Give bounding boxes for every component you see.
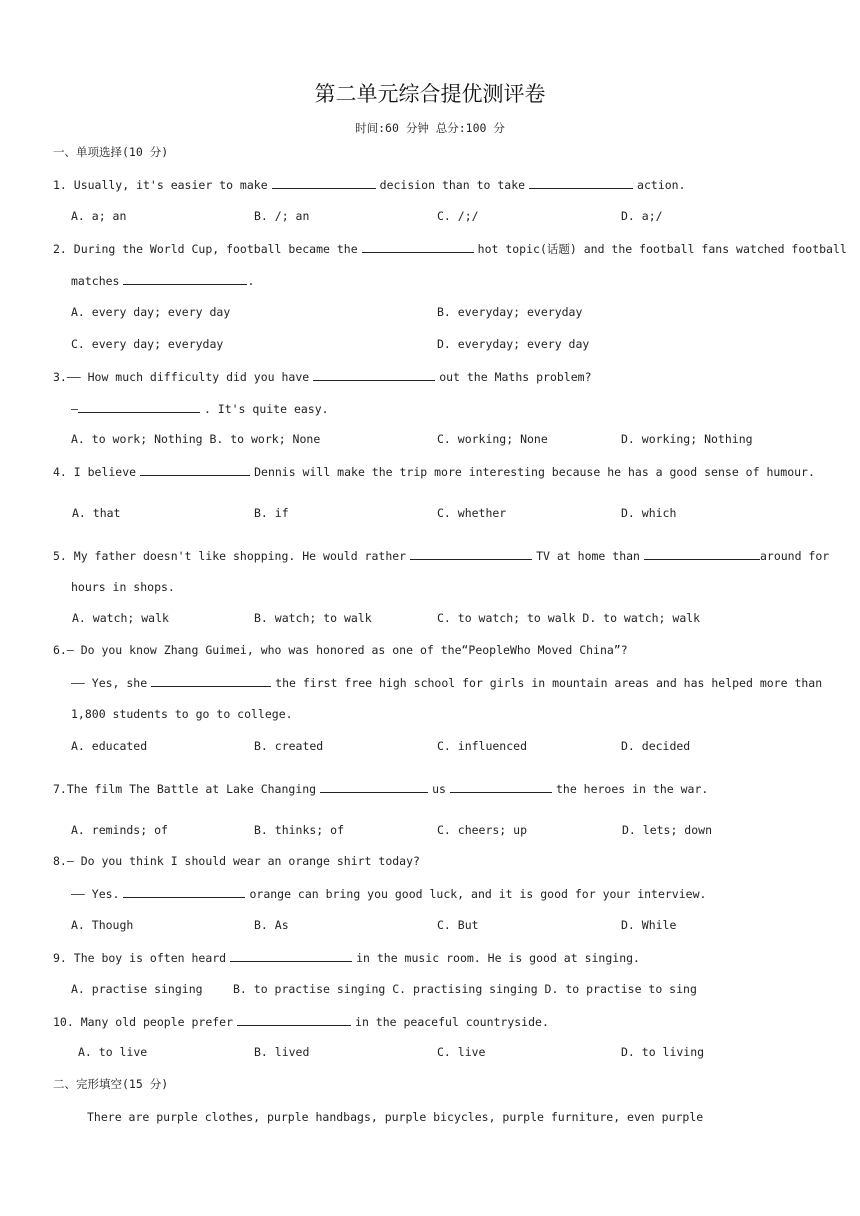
question-text: hot topic(话题) and the football fans watched football: [477, 242, 847, 256]
question-3: [53, 368, 592, 385]
question-text: . It's quite easy.: [203, 402, 329, 416]
section-heading: 二、完形填空(15 分): [53, 1077, 169, 1091]
option-b: B. lived: [254, 1045, 310, 1059]
question-text: 3.—— How much difficulty did you have: [53, 370, 310, 384]
question-text: Dennis will make the trip more interesting because he has a good sense of humour.: [254, 465, 815, 479]
question-text: 10. Many old people prefer: [53, 1015, 234, 1029]
answer-blank: [529, 176, 633, 189]
question-text: 7.The film The Battle at Lake Changing: [53, 782, 317, 796]
question-10: [53, 1013, 549, 1030]
question-3-answer: [71, 400, 329, 417]
question-5: [53, 547, 829, 564]
question-text: us: [432, 782, 446, 796]
question-6: 6.— Do you know Zhang Guimei, who was honored as one of the“PeopleWho Moved China”?: [53, 643, 628, 657]
question-text: around for: [759, 549, 830, 563]
question-8-answer: [71, 885, 706, 902]
question-text: decision than to take: [379, 178, 526, 192]
option-b: B. thinks; of: [254, 823, 345, 837]
option-a: A. educated: [71, 739, 148, 753]
answer-blank: [410, 547, 532, 560]
question-text: —— Yes.: [71, 887, 120, 901]
page-title: 第二单元综合提优测评卷: [314, 82, 546, 106]
answer-blank: [450, 780, 552, 793]
answer-blank: [140, 463, 250, 476]
answer-blank: [320, 780, 428, 793]
question-2: [53, 240, 847, 257]
answer-blank: [313, 368, 435, 381]
question-text: —: [71, 402, 78, 416]
option-a: A. a; an: [71, 209, 127, 223]
question-text: in the music room. He is good at singing.: [356, 951, 640, 965]
option-c: C. working; None: [437, 432, 548, 446]
question-text: .: [247, 274, 255, 288]
option-b: B. everyday; everyday: [437, 305, 583, 319]
option-d: D. decided: [621, 739, 691, 753]
question-text: the first free high school for girls in mountain areas and has helped more than: [275, 676, 823, 690]
question-5-cont: hours in shops.: [71, 580, 175, 594]
question-text: —— Yes, she: [71, 676, 148, 690]
option-b: B. created: [254, 739, 324, 753]
answer-blank: [644, 547, 760, 560]
question-text: in the peaceful countryside.: [355, 1015, 549, 1029]
option-c: C. cheers; up: [437, 823, 528, 837]
option-c: C. But: [437, 918, 479, 932]
option-d: D. a;/: [621, 209, 663, 223]
answer-blank: [272, 176, 376, 189]
question-2-cont: [71, 272, 254, 289]
option-c: C. live: [437, 1045, 486, 1059]
answer-blank: [151, 674, 271, 687]
option-a: A. practise singing: [71, 982, 203, 996]
question-7: [53, 780, 708, 797]
option-d: D. to living: [621, 1045, 705, 1059]
section-heading: 一、单项选择(10 分): [53, 145, 169, 159]
option-b: B. /; an: [254, 209, 310, 223]
option-c: C. whether: [437, 506, 507, 520]
question-1: [53, 176, 686, 193]
question-4: [53, 463, 815, 480]
option-d: D. lets; down: [622, 823, 713, 837]
question-text: TV at home than: [536, 549, 640, 563]
answer-blank: [237, 1013, 351, 1026]
question-text: orange can bring you good luck, and it is good for your interview.: [249, 887, 707, 901]
answer-blank: [230, 949, 352, 962]
option-a: A. every day; every day: [71, 305, 231, 319]
question-text: the heroes in the war.: [555, 782, 709, 796]
option-a: A. watch; walk: [72, 611, 169, 625]
option-c: C. influenced: [437, 739, 528, 753]
option-b: B. watch; to walk: [254, 611, 372, 625]
question-8: 8.— Do you think I should wear an orange shirt today?: [53, 854, 420, 868]
option-c: C. every day; everyday: [71, 337, 224, 351]
question-text: action.: [637, 178, 686, 192]
option-b-c-d: B. to practise singing C. practising singing D. to practise to sing: [233, 982, 697, 996]
question-text: 4. I believe: [53, 465, 137, 479]
option-a: A. Though: [71, 918, 134, 932]
answer-blank: [78, 400, 200, 413]
option-d: D. everyday; every day: [437, 337, 590, 351]
question-6-answer: [71, 674, 822, 691]
option-a-b: A. to work; Nothing B. to work; None: [71, 432, 321, 446]
option-c: C. /;/: [437, 209, 479, 223]
question-text: 9. The boy is often heard: [53, 951, 227, 965]
option-b: B. if: [254, 506, 289, 520]
option-d: D. working; Nothing: [621, 432, 753, 446]
question-text: out the Maths problem?: [439, 370, 592, 384]
question-9: [53, 949, 640, 966]
question-6-cont: 1,800 students to go to college.: [71, 707, 293, 721]
option-a: A. that: [72, 506, 121, 520]
option-a: A. to live: [78, 1045, 148, 1059]
option-d: D. While: [621, 918, 677, 932]
question-text: matches: [71, 274, 120, 288]
passage-text: There are purple clothes, purple handbags, purple bicycles, purple furniture, even purple: [87, 1110, 704, 1124]
option-c-d: C. to watch; to walk D. to watch; walk: [437, 611, 701, 625]
option-a: A. reminds; of: [71, 823, 168, 837]
answer-blank: [362, 240, 474, 253]
question-text: 5. My father doesn't like shopping. He would rather: [53, 549, 407, 563]
question-text: 2. During the World Cup, football became the: [53, 242, 358, 256]
option-d: D. which: [621, 506, 677, 520]
answer-blank: [123, 885, 245, 898]
option-b: B. As: [254, 918, 289, 932]
exam-info: 时间:60 分钟 总分:100 分: [355, 121, 505, 135]
question-text: 1. Usually, it's easier to make: [53, 178, 268, 192]
answer-blank: [123, 272, 247, 285]
